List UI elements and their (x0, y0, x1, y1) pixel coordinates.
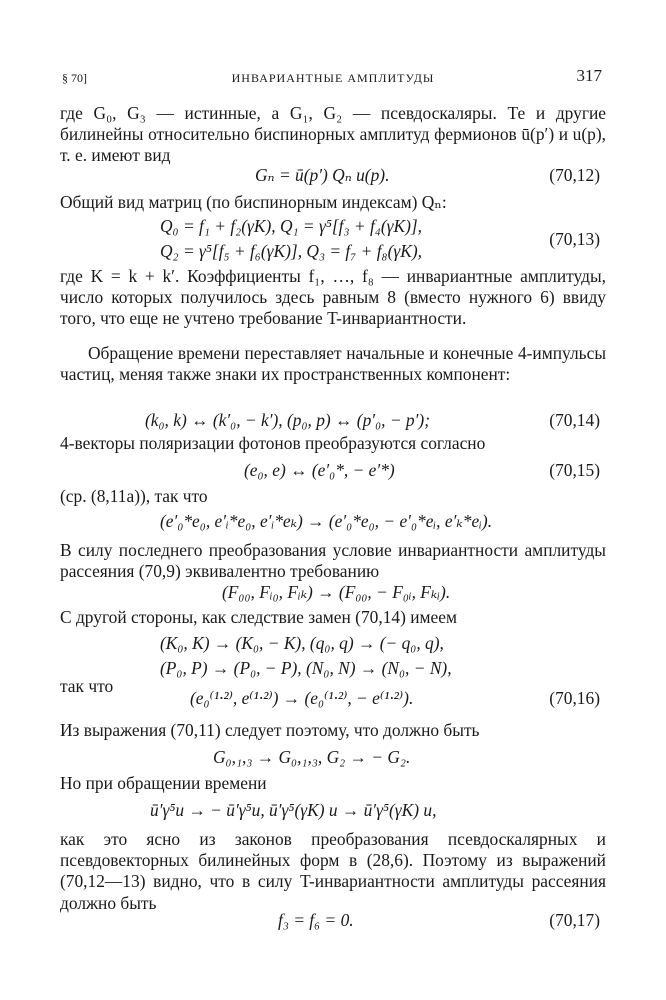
paragraph-3: где K = k + k′. Коэффициенты f₁, …, f₈ — инвариантные амплитуды, число которых получилось здесь равным 8 (вместо нужного 6) ввиду того, что еще не учтено требование T-инвариантности. (60, 266, 606, 329)
equation-substitution-2: (P₀, P) → (P₀, − P), (N₀, N) → (N₀, − N), (160, 658, 452, 678)
page-number: 317 (576, 66, 602, 85)
running-title: ИНВАРИАНТНЫЕ АМПЛИТУДЫ (231, 71, 435, 85)
paragraph-1: где G₀, G₃ — истинные, а G₁, G₂ — псевдоскаляры. Те и другие билинейны относительно биспинорных амплитуд фермионов ū(p′) и u(p), т. е. имеют вид (60, 103, 606, 166)
equation-70-13-line1: Q₀ = f₁ + f₂(γK), Q₁ = γ⁵[f₃ + f₄(γK)], (160, 216, 422, 236)
equation-g-transform: G₀,₁,₃ → G₀,₁,₃, G₂ → − G₂. (213, 747, 411, 767)
equation-polarization-products: (e′₀*e₀, e′ᵢ*e₀, e′ᵢ*eₖ) → (e′₀*e₀, − e′₀*eᵢ, e′ₖ*eᵢ). (160, 511, 493, 531)
eq-number-70-13: (70,13) (549, 229, 600, 249)
equation-field-tensor: (F₀₀, Fᵢ₀, Fᵢₖ) → (F₀₀, − F₀ᵢ, Fₖᵢ). (222, 582, 451, 602)
paragraph-6: (ср. (8,11а)), так что (60, 486, 208, 506)
equation-70-14: (k₀, k) ↔ (k′₀, − k′), (p₀, p) ↔ (p′₀, − p′); (145, 410, 430, 430)
equation-70-12: Gₙ = ū(p′) Qₙ u(p). (255, 165, 390, 185)
paragraph-2: Общий вид матриц (по биспинорным индексам) Qₙ: (60, 192, 447, 212)
paragraph-9: так что (60, 676, 114, 696)
equation-substitution-1: (K₀, K) → (K₀, − K), (q₀, q) → (− q₀, q), (160, 633, 444, 653)
eq-number-70-12: (70,12) (549, 165, 600, 185)
section-ref: § 70] (62, 71, 87, 85)
paragraph-10: Из выражения (70,11) следует поэтому, что должно быть (60, 720, 480, 740)
paragraph-11: Но при обращении времени (60, 773, 267, 793)
paragraph-8: С другой стороны, как следствие замен (70,14) имеем (60, 607, 457, 627)
equation-70-17: f₃ = f₆ = 0. (278, 910, 354, 930)
equation-70-15: (e₀, e) ↔ (e′₀*, − e′*) (244, 460, 395, 480)
eq-number-70-17: (70,17) (549, 910, 600, 930)
paragraph-12: как это ясно из законов преобразования псевдоскалярных и псевдовекторных билинейных форм в (28,6). Поэтому из выражений (70,12—13) видно, что в силу T-инвариантности амплитуды рассеяния должно быть (60, 829, 606, 913)
paragraph-4: Обращение времени переставляет начальные и конечные 4-импульсы частиц, меняя также знаки их пространственных компонент: (60, 343, 606, 385)
paragraph-7: В силу последнего преобразования условие инвариантности амплитуды рассеяния (70,9) эквивалентно требованию (60, 540, 606, 582)
eq-number-70-16: (70,16) (549, 688, 600, 708)
eq-number-70-14: (70,14) (549, 410, 600, 430)
equation-70-16: (e₀⁽¹·²⁾, e⁽¹·²⁾) → (e₀⁽¹·²⁾, − e⁽¹·²⁾). (190, 688, 414, 708)
eq-number-70-15: (70,15) (549, 460, 600, 480)
equation-bilinear-forms: ū′γ⁵u → − ū′γ⁵u, ū′γ⁵(γK) u → ū′γ⁵(γK) u, (150, 800, 437, 820)
paragraph-5: 4-векторы поляризации фотонов преобразуются согласно (60, 433, 486, 453)
equation-70-13-line2: Q₂ = γ⁵[f₅ + f₆(γK)], Q₃ = f₇ + f₈(γK), (160, 241, 422, 261)
